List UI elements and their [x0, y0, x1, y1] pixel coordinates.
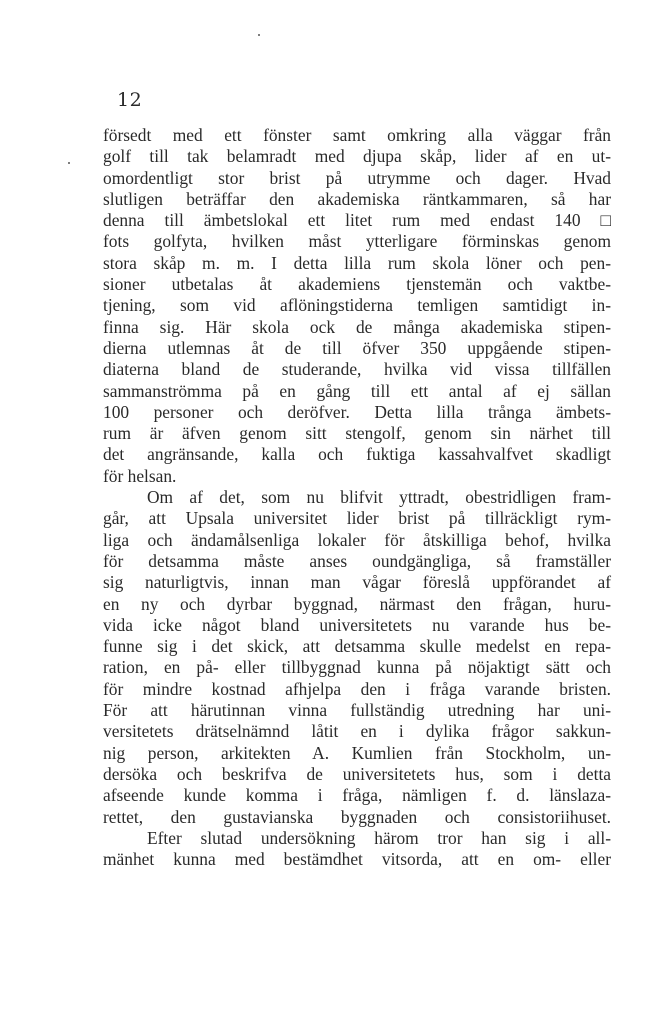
text-line: vida icke något bland universitetets nu varande hus be-: [103, 614, 611, 635]
text-line: en ny och dyrbar byggnad, närmast den frågan, huru-: [103, 593, 611, 614]
paper-speck: [68, 162, 70, 164]
text-line: funne sig i det skick, att detsamma skulle medelst en repa-: [103, 636, 611, 657]
text-line: sammanströmma på en gång till ett antal af ej sällan: [103, 380, 611, 401]
text-line: liga och ändamålsenliga lokaler för åtskilliga behof, hvilka: [103, 529, 611, 550]
text-line: slutligen beträffar den akademiska räntkammaren, så har: [103, 188, 611, 209]
text-line: för detsamma måste anses oundgängliga, så framställer: [103, 550, 611, 571]
text-line: försedt med ett fönster samt omkring alla väggar från: [103, 125, 611, 145]
text-line: mänhet kunna med bestämdhet vitsorda, att en om- eller: [103, 849, 611, 870]
text-line: finna sig. Här skola ock de många akademiska stipen-: [103, 316, 611, 337]
text-line: denna till ämbetslokal ett litet rum med endast 140 □: [103, 210, 611, 231]
text-line: omordentligt stor brist på utrymme och dager. Hvad: [103, 167, 611, 188]
page-number: 12: [117, 89, 143, 111]
text-line: rettet, den gustavianska byggnaden och consistoriihuset.: [103, 806, 611, 827]
paragraph-end-line: för helsan.: [103, 465, 177, 486]
text-line: dierna utlemnas åt de till öfver 350 uppgående stipen-: [103, 337, 611, 358]
text-line: stora skåp m. m. I detta lilla rum skola löner och pen-: [103, 252, 611, 273]
text-line: golf till tak belamradt med djupa skåp, lider af en ut-: [103, 146, 611, 167]
text-line: dersöka och beskrifva de universitetets hus, som i detta: [103, 763, 611, 784]
text-line: För att härutinnan vinna fullständig utredning har uni-: [103, 700, 611, 721]
text-line: 100 personer och deröfver. Detta lilla trånga ämbets-: [103, 401, 611, 422]
body-text: [103, 125, 611, 870]
text-line: rum är äfven genom sitt stengolf, genom sin närhet till: [103, 423, 611, 444]
text-line: sioner utbetalas åt akademiens tjenstemän och vaktbe-: [103, 274, 611, 295]
text-line: ration, en på- eller tillbyggnad kunna på nöjaktigt sätt och: [103, 657, 611, 678]
paragraph-start-line: Om af det, som nu blifvit yttradt, obestridligen fram-: [147, 487, 611, 508]
text-line: fots golfyta, hvilken måst ytterligare förminskas genom: [103, 231, 611, 252]
text-line: det angränsande, kalla och fuktiga kassahvalfvet skadligt: [103, 444, 611, 465]
text-line: afseende kunde komma i fråga, nämligen f. d. länslaza-: [103, 785, 611, 806]
text-line: för mindre kostnad afhjelpa den i fråga varande bristen.: [103, 678, 611, 699]
text-line: diaterna bland de studerande, hvilka vid vissa tillfällen: [103, 359, 611, 380]
text-line: tjening, som vid aflöningstiderna temligen samtidigt in-: [103, 295, 611, 316]
text-line: går, att Upsala universitet lider brist på tillräckligt rym-: [103, 508, 611, 529]
paper-speck: [258, 34, 260, 36]
paragraph-start-line: Efter slutad undersökning härom tror han sig i all-: [147, 827, 611, 848]
text-line: nig person, arkitekten A. Kumlien från Stockholm, un-: [103, 742, 611, 763]
text-line: versitetets drätselnämnd låtit en i dylika frågor sakkun-: [103, 721, 611, 742]
text-line: sig naturligtvis, innan man vågar föreslå uppförandet af: [103, 572, 611, 593]
